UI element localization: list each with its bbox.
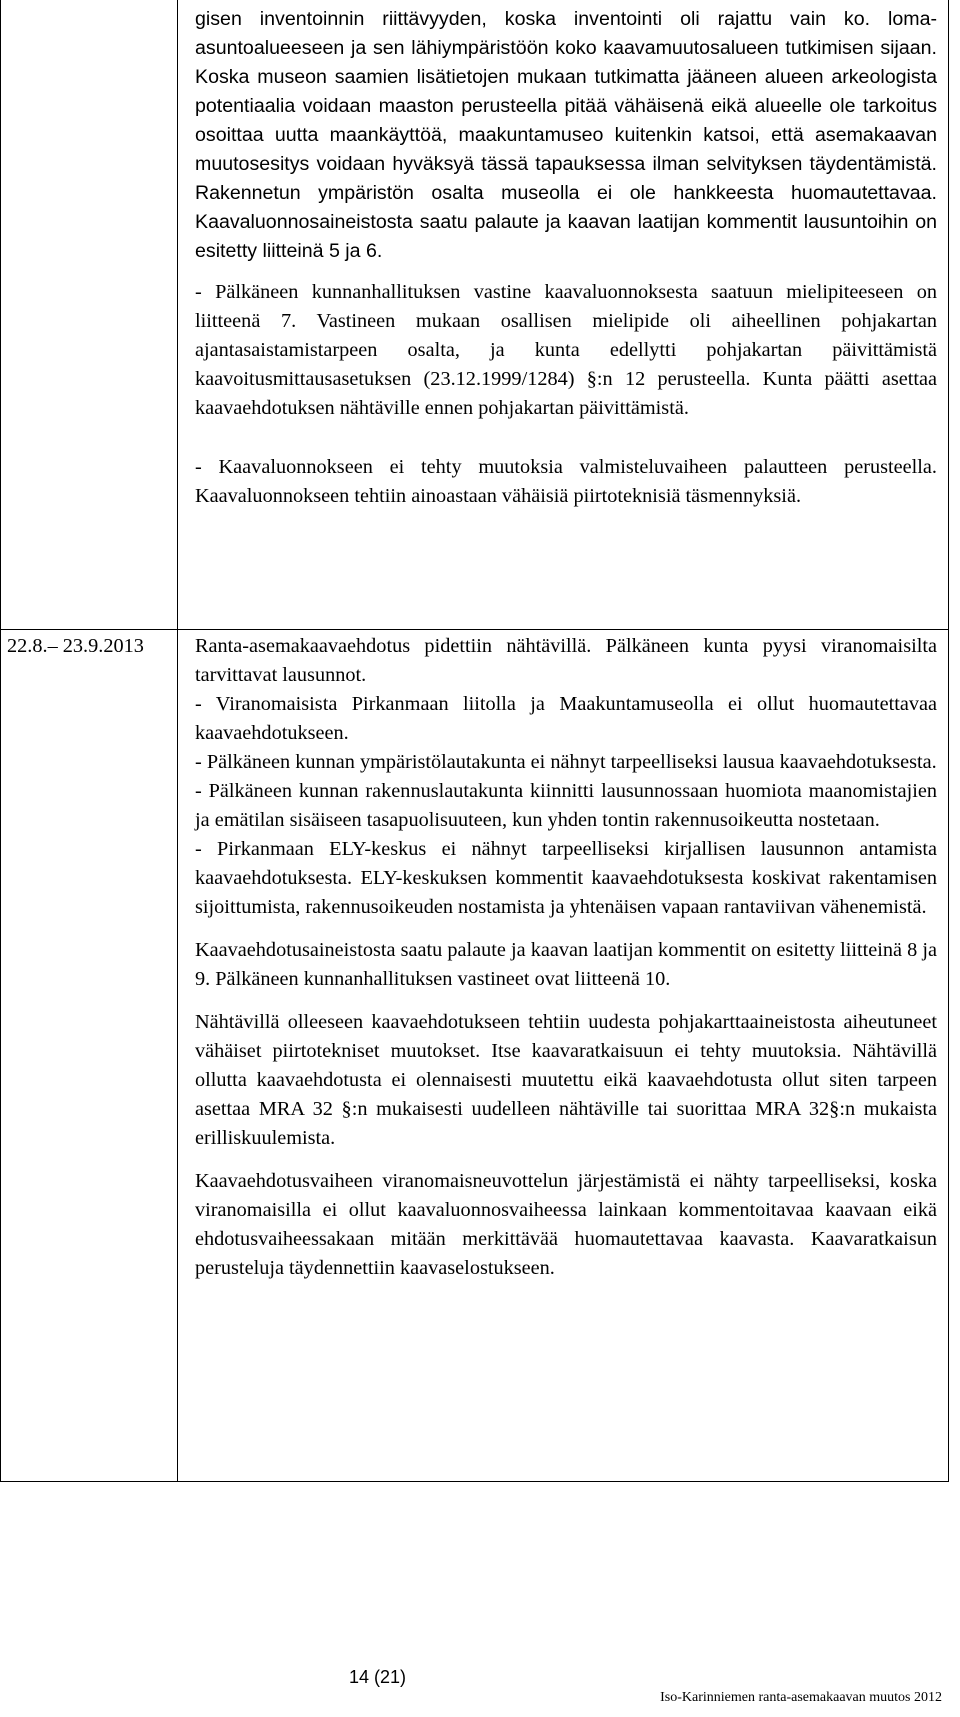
row2-date-cell: 22.8.– 23.9.2013 bbox=[7, 635, 144, 657]
table-left-border bbox=[0, 0, 1, 1482]
row2-paragraph-8: Kaavaehdotusvaiheen viranomaisneuvottelun järjestämistä ei nähty tarpeelliseksi, koska viranomaisilla ei ollut kaavaluonnosvaiheessa lainkaan kommentoitavaa kaavaan eikä ehdotusvaiheessakaan mitään merkittävää huomautettavaa kaavasta. Kaavaratkaisun perusteluja täydennettiin kaavaselostukseen. bbox=[195, 1170, 937, 1279]
row2-paragraph-6: Kaavaehdotusaineistosta saatu palaute ja kaavan laatijan kommentit on esitetty liitteinä 8 ja 9. Pälkäneen kunnanhallituksen vastineet ovat liitteenä 10. bbox=[195, 939, 937, 990]
row1-description-cell bbox=[195, 5, 937, 511]
table-column-divider bbox=[177, 0, 178, 1482]
table-row-divider bbox=[0, 629, 949, 630]
table-bottom-border bbox=[0, 1481, 949, 1482]
row2-paragraph-7: Nähtävillä olleeseen kaavaehdotukseen tehtiin uudesta pohjakarttaaineistosta aiheutuneet vähäiset piirtotekniset muutokset. Itse kaavaratkaisuun ei tehty muutoksia. Nähtävillä ollutta kaavaehdotusta ei olennaisesti muutettu eikä kaavaehdotusta ollut siten tarpeen asettaa MRA 32 §:n mukaisesti uudelleen nähtäville tai suorittaa MRA 32§:n mukaista erilliskuulemista. bbox=[195, 1011, 937, 1149]
row1-paragraph-1: gisen inventoinnin riittävyyden, koska inventointi oli rajattu vain ko. loma-asuntoalueeseen ja sen lähiympäristöön koko kaavamuutosalueen tutkimisen sijaan. Koska museon saamien lisätietojen mukaan tutkimatta jääneen alueen arkeologista potentiaalia voidaan maaston perusteella pitää vähäisenä eikä alueelle ole tarkoitus osoittaa uutta maankäyttöä, maakuntamuseo kuitenkin katsoi, että asemakaavan muutosesitys voidaan hyväksyä tässä tapauksessa ilman selvityksen täydentämistä. Rakennetun ympäristön osalta museolla ei ole hankkeesta huomautettavaa. Kaavaluonnosaineistosta saatu palaute ja kaavan laatijan kommentit lausuntoihin on esitetty liitteinä 5 ja 6. bbox=[195, 8, 937, 262]
row1-paragraph-2: - Pälkäneen kunnanhallituksen vastine kaavaluonnoksesta saatuun mielipiteeseen on liitteenä 7. Vastineen mukaan osallisen mielipide oli aiheellinen pohjakartan ajantasaistamistarpeen osalta, ja kunta edellytti pohjakartan päivittämistä kaavoitusmittausasetuksen (23.12.1999/1284) §:n 12 perusteella. Kunta päätti asettaa kaavaehdotuksen nähtäville ennen pohjakartan päivittämistä. bbox=[195, 281, 937, 419]
table-right-border bbox=[948, 0, 949, 1482]
footer-document-name: Iso-Karinniemen ranta-asemakaavan muutos 2012 bbox=[660, 1690, 942, 1705]
row2-paragraph-2: - Viranomaisista Pirkanmaan liitolla ja Maakuntamuseolla ei ollut huomautettavaa kaavaehdotukseen. bbox=[195, 693, 937, 744]
row2-paragraph-1: Ranta-asemakaavaehdotus pidettiin nähtävillä. Pälkäneen kunta pyysi viranomaisilta tarvittavat lausunnot. bbox=[195, 635, 937, 686]
row2-paragraph-5: - Pirkanmaan ELY-keskus ei nähnyt tarpeelliseksi kirjallisen lausunnon antamista kaavaehdotuksesta. ELY-keskuksen kommentit kaavaehdotuksesta koskivat rakentamisen sijoittumista, rakennusoikeuden nostamista ja yhtenäisen vapaan rantaviivan vähenemistä. bbox=[195, 838, 937, 918]
row2-paragraph-4: - Pälkäneen kunnan rakennuslautakunta kiinnitti lausunnossaan huomiota maanomistajien ja emätilan sisäiseen tasapuolisuuteen, kun yhden tontin rakennusoikeutta nostetaan. bbox=[195, 780, 937, 831]
row2-description-cell bbox=[195, 632, 937, 1283]
row1-paragraph-3: - Kaavaluonnokseen ei tehty muutoksia valmisteluvaiheen palautteen perusteella. Kaavaluonnokseen tehtiin ainoastaan vähäisiä piirtoteknisiä täsmennyksiä. bbox=[195, 456, 937, 507]
row2-paragraph-3: - Pälkäneen kunnan ympäristölautakunta ei nähnyt tarpeelliseksi lausua kaavaehdotuksesta. bbox=[195, 751, 937, 773]
page-number: 14 (21) bbox=[349, 1667, 407, 1687]
